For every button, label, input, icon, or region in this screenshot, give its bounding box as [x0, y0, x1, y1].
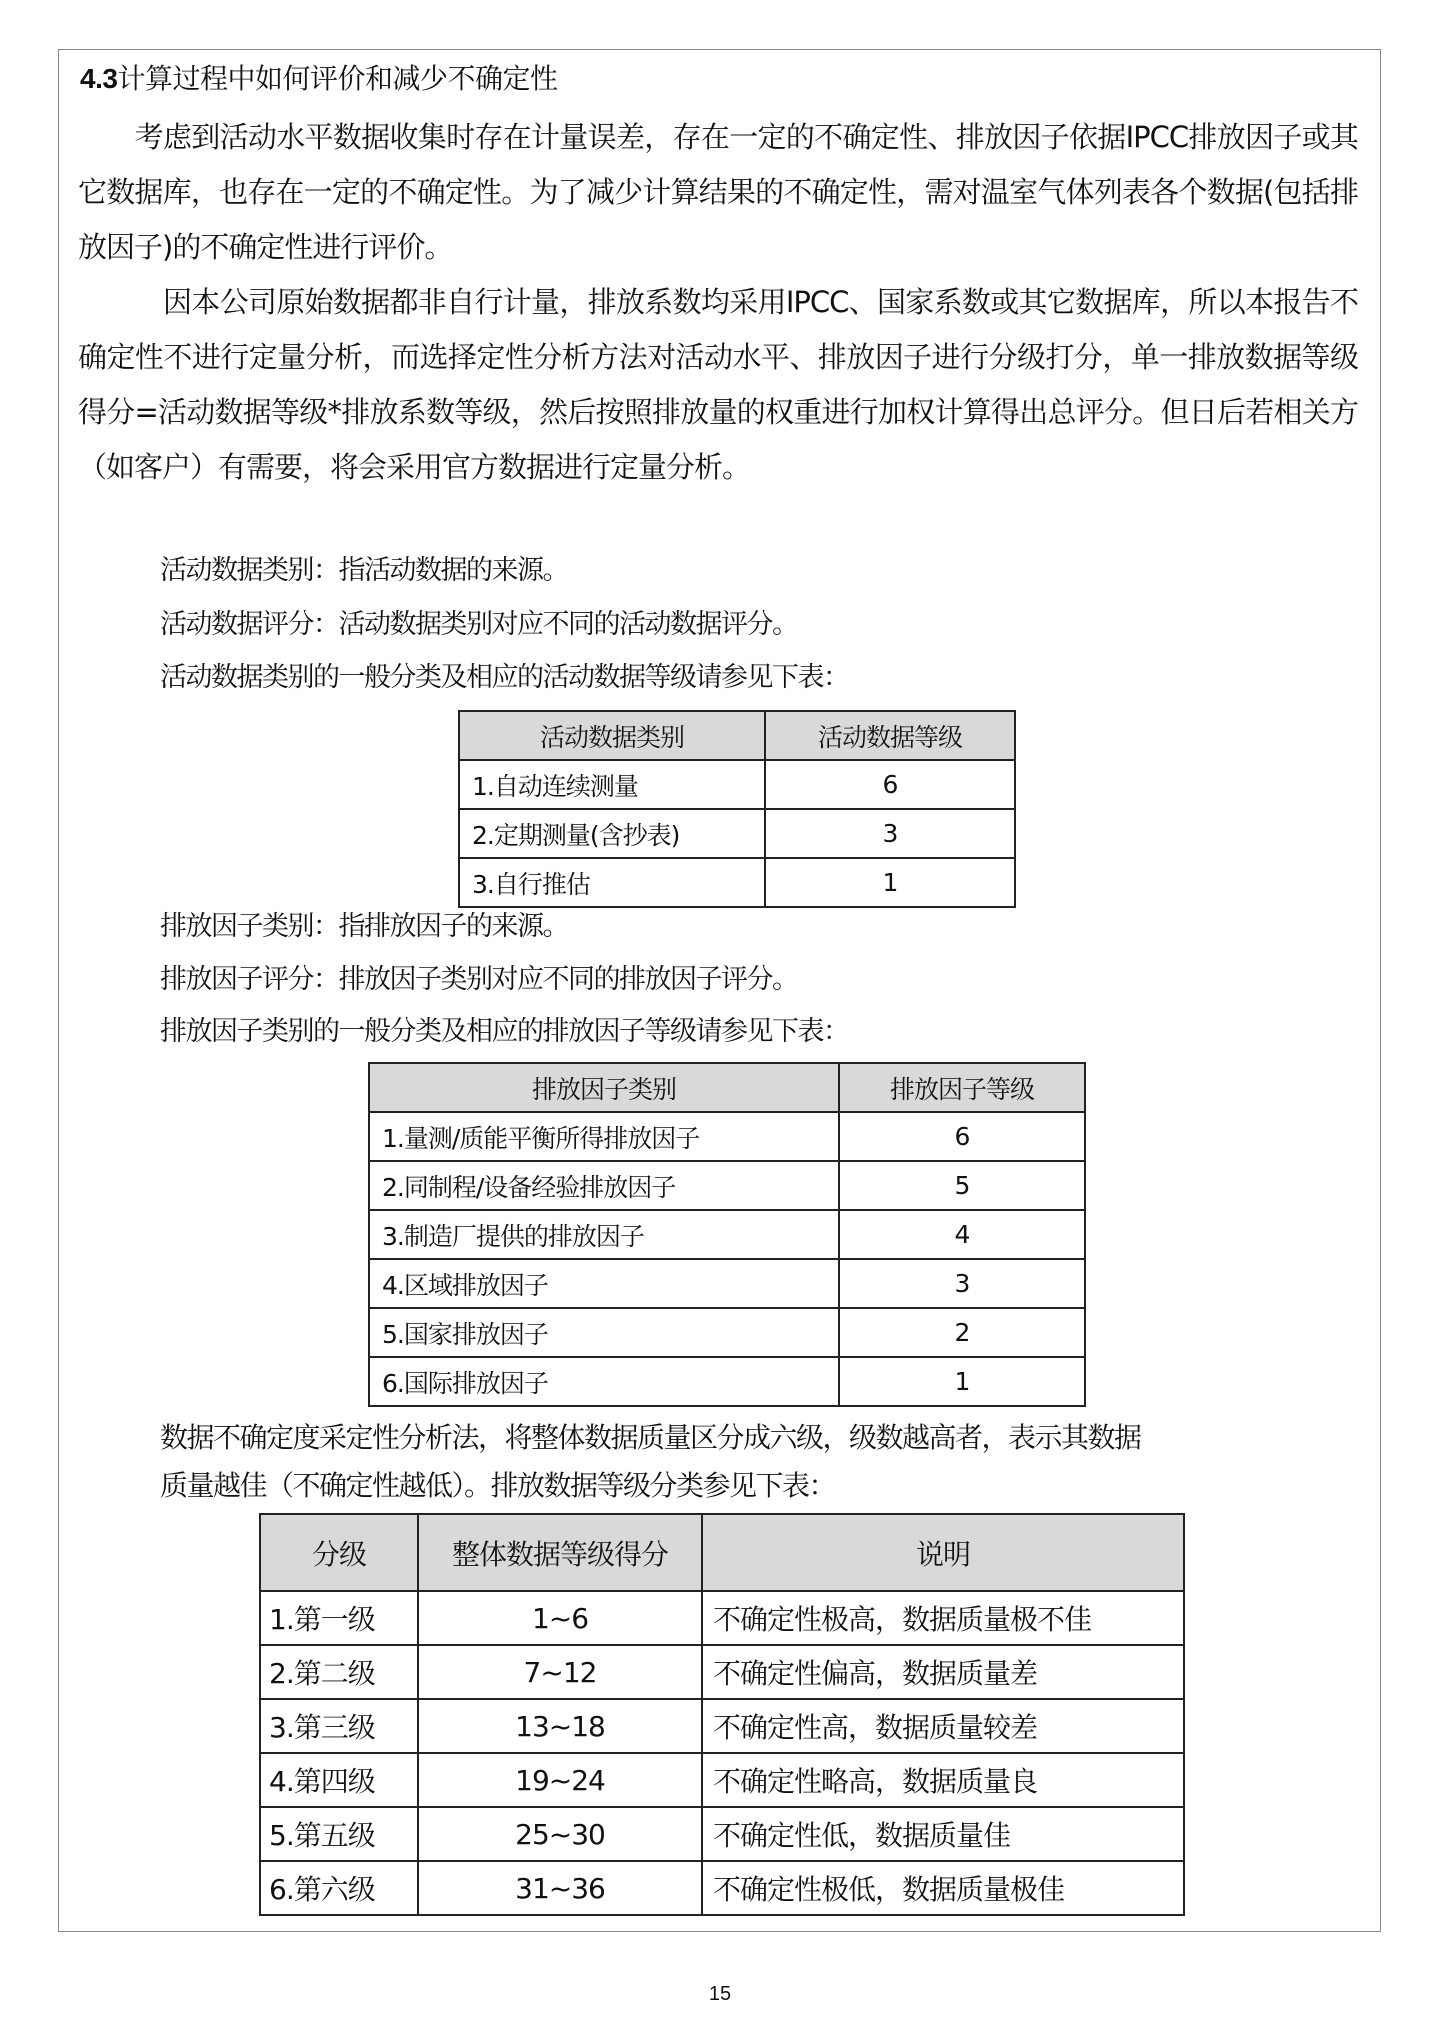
- grade-cell: 3: [765, 809, 1015, 858]
- column-header: 整体数据等级得分: [418, 1514, 702, 1591]
- table-row: [260, 1645, 1184, 1699]
- category-cell: 2.定期测量(含抄表): [459, 809, 765, 858]
- table-row: [260, 1861, 1184, 1915]
- column-header: 说明: [702, 1514, 1184, 1591]
- column-header: 排放因子类别: [369, 1063, 839, 1112]
- category-cell: 2.同制程/设备经验排放因子: [369, 1161, 839, 1210]
- table-row: [369, 1357, 1085, 1406]
- grade-cell: 1: [839, 1357, 1085, 1406]
- level-cell: 2.第二级: [260, 1645, 418, 1699]
- activity-line: 活动数据评分：活动数据类别对应不同的活动数据评分。: [160, 609, 798, 640]
- level-cell: 4.第四级: [260, 1753, 418, 1807]
- category-cell: 3.制造厂提供的排放因子: [369, 1210, 839, 1259]
- description-cell: 不确定性偏高，数据质量差: [702, 1645, 1184, 1699]
- factor-line: 排放因子评分：排放因子类别对应不同的排放因子评分。: [160, 964, 798, 995]
- column-header: 排放因子等级: [839, 1063, 1085, 1112]
- factor-line: 排放因子类别：指排放因子的来源。: [160, 911, 568, 942]
- level-cell: 3.第三级: [260, 1699, 418, 1753]
- grade-cell: 5: [839, 1161, 1085, 1210]
- level-cell: 1.第一级: [260, 1591, 418, 1645]
- table-row: [260, 1591, 1184, 1645]
- category-cell: 5.国家排放因子: [369, 1308, 839, 1357]
- description-cell: 不确定性略高，数据质量良: [702, 1753, 1184, 1807]
- page-number: 15: [708, 1983, 732, 2005]
- category-cell: 1.自动连续测量: [459, 760, 765, 809]
- section-heading: [80, 58, 557, 100]
- table-row: [459, 760, 1015, 809]
- column-header: 活动数据等级: [765, 711, 1015, 760]
- level-cell: 6.第六级: [260, 1861, 418, 1915]
- table-row: [459, 858, 1015, 907]
- table-row: [260, 1699, 1184, 1753]
- table-row: [260, 1753, 1184, 1807]
- table-row: [369, 1161, 1085, 1210]
- table-row: [260, 1807, 1184, 1861]
- table-header-row: [459, 711, 1015, 760]
- category-cell: 1.量测/质能平衡所得排放因子: [369, 1112, 839, 1161]
- description-cell: 不确定性低，数据质量佳: [702, 1807, 1184, 1861]
- column-header: 活动数据类别: [459, 711, 765, 760]
- description-cell: 不确定性高，数据质量较差: [702, 1699, 1184, 1753]
- table-row: [369, 1259, 1085, 1308]
- grading-line: 质量越佳（不确定性越低）。排放数据等级分类参见下表：: [160, 1469, 836, 1502]
- category-cell: 3.自行推估: [459, 858, 765, 907]
- score-cell: 31~36: [418, 1861, 702, 1915]
- grade-cell: 3: [839, 1259, 1085, 1308]
- level-cell: 5.第五级: [260, 1807, 418, 1861]
- table-row: [369, 1308, 1085, 1357]
- score-cell: 25~30: [418, 1807, 702, 1861]
- grade-cell: 2: [839, 1308, 1085, 1357]
- activity-data-table: [458, 710, 1016, 908]
- description-cell: 不确定性极低，数据质量极佳: [702, 1861, 1184, 1915]
- category-cell: 4.区域排放因子: [369, 1259, 839, 1308]
- description-cell: 不确定性极高，数据质量极不佳: [702, 1591, 1184, 1645]
- activity-line: 活动数据类别：指活动数据的来源。: [160, 555, 568, 586]
- score-cell: 19~24: [418, 1753, 702, 1807]
- score-cell: 7~12: [418, 1645, 702, 1699]
- column-header: 分级: [260, 1514, 418, 1591]
- paragraph-method: 因本公司原始数据都非自行计量，排放系数均采用IPCC、国家系数或其它数据库，所以本报告不确定性不进行定量分析，而选择定性分析方法对活动水平、排放因子进行分级打分，单一排放数据等级得分=活动数据等级*排放系数等级，然后按照排放量的权重进行加权计算得出总评分。但日后若相关方（如客户）有需要，将会采用官方数据进行定量分析。: [78, 285, 1358, 484]
- activity-line: 活动数据类别的一般分类及相应的活动数据等级请参见下表：: [160, 662, 849, 693]
- paragraph-intro: 考虑到活动水平数据收集时存在计量误差，存在一定的不确定性、排放因子依据IPCC排放因子或其它数据库，也存在一定的不确定性。为了减少计算结果的不确定性，需对温室气体列表各个数据(包括排放因子)的不确定性进行评价。: [78, 120, 1358, 264]
- grade-cell: 4: [839, 1210, 1085, 1259]
- section-title: 计算过程中如何评价和减少不确定性: [117, 62, 558, 95]
- factor-line: 排放因子类别的一般分类及相应的排放因子等级请参见下表：: [160, 1016, 849, 1047]
- table-header-row: [260, 1514, 1184, 1591]
- grading-line: 数据不确定度采定性分析法，将整体数据质量区分成六级，级数越高者，表示其数据: [160, 1421, 1141, 1454]
- grade-cell: 6: [765, 760, 1015, 809]
- category-cell: 6.国际排放因子: [369, 1357, 839, 1406]
- emission-factor-table: [368, 1062, 1086, 1407]
- table-header-row: [369, 1063, 1085, 1112]
- table-row: [369, 1210, 1085, 1259]
- grade-cell: 6: [839, 1112, 1085, 1161]
- table-row: [369, 1112, 1085, 1161]
- table-row: [459, 809, 1015, 858]
- score-cell: 13~18: [418, 1699, 702, 1753]
- grade-cell: 1: [765, 858, 1015, 907]
- score-cell: 1~6: [418, 1591, 702, 1645]
- data-grade-table: [259, 1513, 1185, 1916]
- section-number: 4.3: [80, 63, 118, 94]
